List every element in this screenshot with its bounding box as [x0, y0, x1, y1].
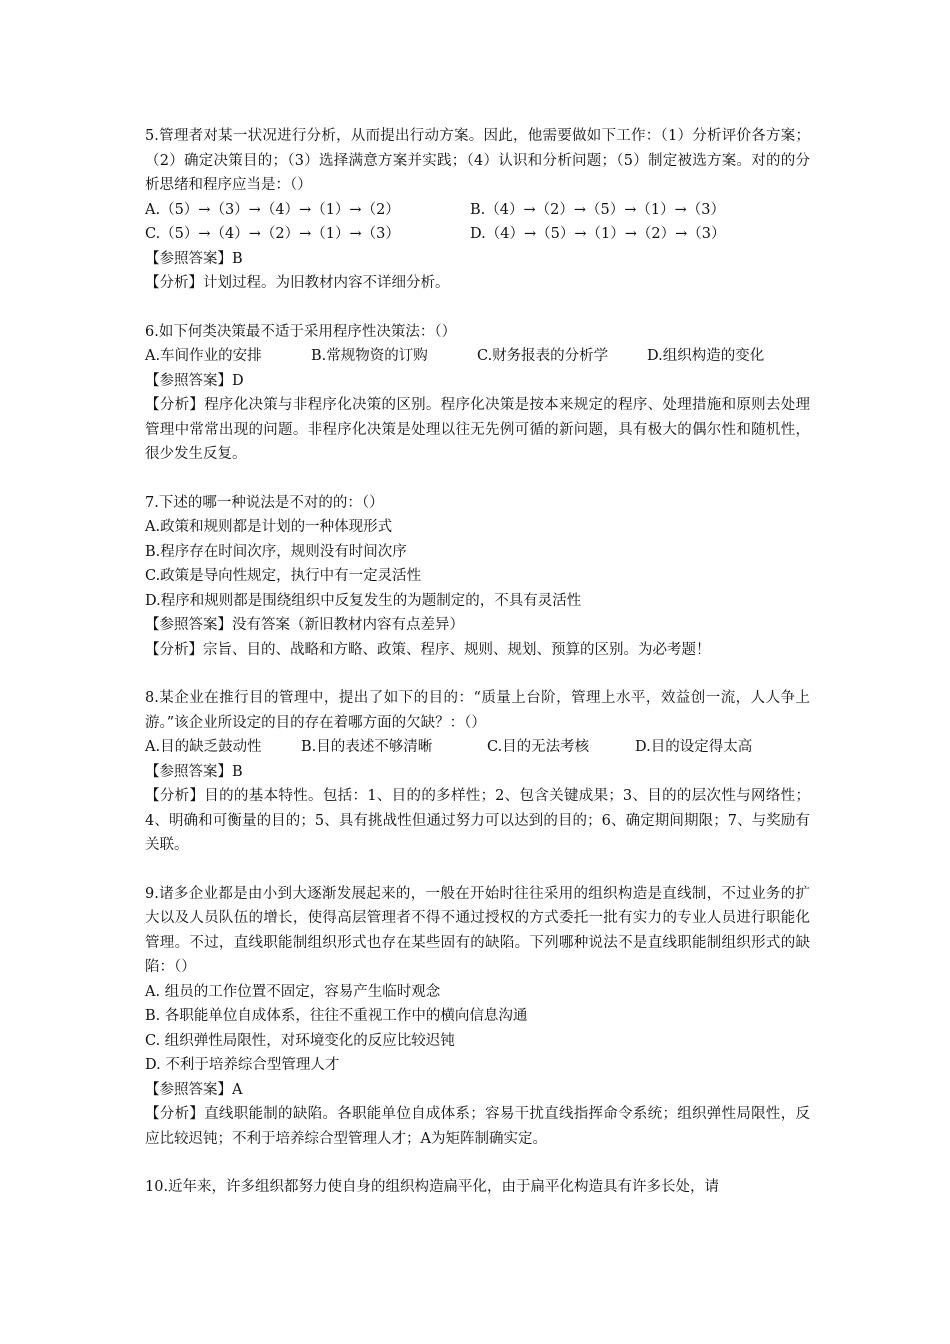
question-5	[145, 124, 810, 296]
option-b: B.（4）→（2）→（5）→（1）→（3）	[470, 201, 725, 218]
option-b: B.目的表述不够清晰	[301, 739, 433, 755]
reference-answer: 【参照答案】B	[145, 763, 243, 780]
question-stem: 7.下述的哪一种说法是不对的的：（）	[145, 494, 384, 511]
question-stem: 6.如下何类决策最不适于采用程序性决策法：（）	[145, 323, 457, 340]
reference-answer: 【参照答案】没有答案（新旧教材内容有点差异）	[145, 617, 464, 633]
question-9	[145, 882, 810, 1152]
question-6	[145, 320, 810, 467]
analysis: 【分析】程序化决策与非程序化决策的区别。程序化决策是按本来规定的程序、处理措施和原则去处理管理中常常出现的问题。非程序化决策是处理以往无先例可循的新问题，具有极大的偶尔性和随机性，很少发生反复。	[145, 397, 810, 462]
question-stem: 10.近年来，许多组织都努力使自身的组织构造扁平化，由于扁平化构造具有许多长处，请	[145, 1179, 720, 1195]
option-a: A. 组员的工作位置不固定，容易产生临时观念	[145, 983, 441, 1000]
option-a: A.目的缺乏鼓动性	[145, 739, 262, 755]
option-c: C.政策是导向性规定，执行中有一定灵活性	[145, 568, 422, 584]
option-d: D.组织构造的变化	[647, 348, 765, 364]
question-8	[145, 686, 810, 858]
option-a: A.（5）→（3）→（4）→（1）→（2）	[145, 201, 400, 218]
analysis: 【分析】直线职能制的缺陷。各职能单位自成体系；容易干扰直线指挥命令系统；组织弹性局限性，反应比较迟钝；不利于培养综合型管理人才；A为矩阵制确实定。	[145, 1106, 810, 1147]
option-c: C. 组织弹性局限性，对环境变化的反应比较迟钝	[145, 1032, 455, 1049]
options-list	[145, 344, 810, 369]
document-page	[145, 124, 810, 1224]
option-d: D.程序和规则都是围绕组织中反复发生的为题制定的，不具有灵活性	[145, 592, 582, 609]
question-7	[145, 491, 810, 663]
analysis: 【分析】目的的基本特性。包括：1、目的的多样性；2、包含关键成果；3、目的的层次性与网络性；4、明确和可衡量的目的；5、具有挑战性但通过努力可以达到的目的；6、确定期间期限；7、与奖励有关联。	[145, 788, 810, 853]
option-a: A.车间作业的安排	[145, 348, 262, 364]
reference-answer: 【参照答案】D	[145, 372, 244, 389]
option-c: C.（5）→（4）→（2）→（1）→（3）	[145, 226, 400, 242]
option-d: D. 不利于培养综合型管理人才	[145, 1057, 340, 1073]
reference-answer: 【参照答案】A	[145, 1081, 243, 1098]
analysis: 【分析】宗旨、目的、战略和方略、政策、程序、规则、规划、预算的区别。为必考题！	[145, 641, 711, 658]
question-stem: 8.某企业在推行目的管理中，提出了如下的目的：“质量上台阶，管理上水平，效益创一流，人人争上游。”该企业所设定的目的存在着哪方面的欠缺？：（）	[145, 690, 810, 731]
option-c: C.目的无法考核	[487, 739, 590, 755]
options-list	[145, 198, 810, 247]
reference-answer: 【参照答案】B	[145, 250, 243, 267]
question-10	[145, 1175, 810, 1200]
option-a: A.政策和规则都是计划的一种体现形式	[145, 519, 393, 535]
question-stem: 5.管理者对某一状况进行分析，从而提出行动方案。因此，他需要做如下工作：（1）分析评价各方案；（2）确定决策目的；（3）选择满意方案并实践；（4）认识和分析问题；（5）制定被选方案。对的的分析思绪和程序应当是：（）	[145, 128, 810, 193]
option-b: B.程序存在时间次序，规则没有时间次序	[145, 543, 407, 560]
question-stem: 9.诸多企业都是由小到大逐渐发展起来的，一般在开始时往往采用的组织构造是直线制，不过业务的扩大以及人员队伍的增长，使得高层管理者不得不通过授权的方式委托一批有实力的专业人员进行职能化管理。不过，直线职能制组织形式也存在某些固有的缺陷。下列哪种说法不是直线职能制组织形式的缺陷：（）	[145, 885, 810, 975]
option-b: B. 各职能单位自成体系，往往不重视工作中的横向信息沟通	[145, 1008, 528, 1024]
option-b: B.常规物资的订购	[311, 348, 428, 364]
options-list	[145, 735, 810, 760]
option-d: D.（4）→（5）→（1）→（2）→（3）	[470, 226, 726, 242]
analysis: 【分析】计划过程。为旧教材内容不详细分析。	[145, 275, 450, 291]
option-c: C.财务报表的分析学	[477, 348, 609, 364]
option-d: D.目的设定得太高	[635, 739, 753, 755]
